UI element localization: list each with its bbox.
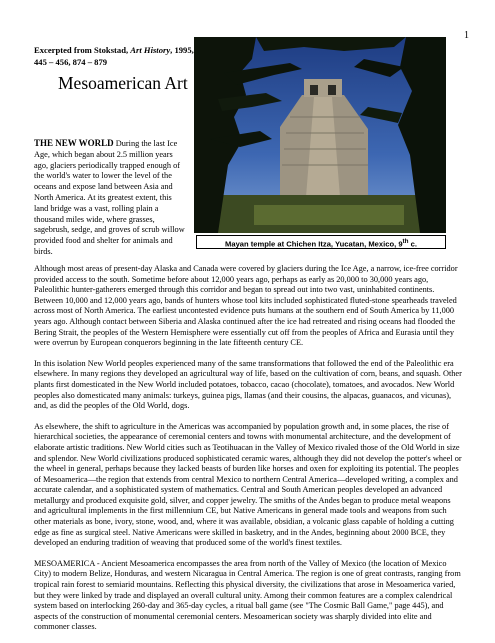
paragraph-agriculture-civilization: As elsewhere, the shift to agriculture in the Americas was accompanied by population growth and, in some places, the rise of hierarchical societies, the appearance of ceremonial centers and towns with monumental architecture, and the development of elaborate artistic traditions. New World cities such as Teotihuacan in the Valley of Mexico rivaled those of the Old World in size and splendor. New World civilizations produced sophisticated ceramic wares, although they did not develop the potter's wheel or the wheel in general, perhaps because they lacked beasts of burden like horses and oxen for exploiting its potential. The peoples of Mesoamerica—the region that extends from central Mexico to northern Central America—developed writing, a complex and accurate calendar, and a sophisticated system of mathematics. Central and South American peoples developed an advanced metallurgy and produced exquisite gold, silver, and copper jewelry. The smiths of the Andes began to produce metal weapons and agricultural implements in the first millennium CE, but Native Americans in general made tools and weapons from such other materials as bone, ivory, stone, wood, and, where it was available, obsidian, a volcanic glass capable of holding a cutting edge as fine as surgical steel. Native Americans were skilled in basketry, and in the Andes, beginning about 2000 BCE, they developed an enduring tradition of weaving that produced some of the world's finest textiles. [34, 421, 462, 548]
page-title: Mesoamerican Art [58, 73, 188, 93]
section-heading-new-world: THE NEW WORLD [34, 138, 114, 148]
photo-caption [196, 235, 446, 249]
caption-superscript: th [402, 238, 409, 245]
excerpt-citation [34, 44, 194, 68]
excerpt-prefix: Excerpted from Stokstad, [34, 45, 131, 55]
intro-text: During the last Ice Age, which began about 2.5 million years ago, glaciers periodically trapped enough of the world's water to lower the level of the oceans and expose land between Asia and North America. At its greatest extent, this land bridge was a vast, rolling plain a thousand miles wide, where grasses, sagebrush, sedge, and groves of scrub willow provided food and shelter for animals and birds. [34, 139, 185, 256]
body-text [34, 264, 464, 643]
intro-paragraph [34, 138, 188, 258]
excerpt-pages: , 1995, 445 – 456, 874 – 879 [34, 45, 194, 67]
caption-suffix: c. [408, 239, 417, 249]
paragraph-ice-age-corridor: Although most areas of present-day Alaska and Canada were covered by glaciers during the Ice Age, a narrow, ice-free corridor provided access to the south. Sometime before about 12,000 years ago, perhaps as early as 20,000 to 30,000 years ago, Paleolithic hunter-gatherers emerged through this corridor and began to spread out into two vast, uninhabited continents. Between 10,000 and 12,000 years ago, bands of hunters whose tool kits included sophisticated fluted-stone spearheads traveled across most of North America. The earliest uncontested evidence puts humans at the southern end of South America by 11,000 years ago. Although contact between Siberia and Alaska continued after the ice had retreated and rising oceans had flooded the Bering Strait, the peoples of the Western Hemisphere were essentially cut off from the peoples of Africa and Eurasia until they were overrun by European conquerors beginning in the late fifteenth century CE. [34, 264, 458, 348]
page-number: 1 [464, 30, 469, 41]
caption-text: Mayan temple at Chichen Itza, Yucatan, Mexico, 9 [225, 239, 403, 249]
temple-photo [194, 37, 446, 233]
paragraph-new-world-isolation: In this isolation New World peoples experienced many of the same transformations that followed the end of the Paleolithic era elsewhere. In many regions they developed an agricultural way of life, based on the cultivation of corn, beans, and squash. Other plants first domesticated in the New World included potatoes, tobacco, cacao (chocolate), tomatoes, and avocados. New World peoples also domesticated many animals: turkeys, guinea pigs, llamas (and their cousins, the alpacas, guanacos, and vicunas), and, as did the peoples of the Old World, dogs. [34, 358, 462, 411]
excerpt-book-title: Art History [130, 45, 171, 55]
paragraph-mesoamerica: MESOAMERICA - Ancient Mesoamerica encompasses the area from north of the Valley of Mexico (the location of Mexico City) to modern Belize, Honduras, and western Nicaragua in Central America. The region is one of great contrasts, ranging from tropical rain forest to semiarid mountains. Reflecting this physical diversity, the civilizations that arose in Mesoamerica varied, but they were linked by trade and displayed an overall cultural unity. Among their common features are a complex calendrical system based on interlocking 260-day and 365-day cycles, a ritual ball game (see "The Cosmic Ball Game," page 445), and aspects of the construction of monumental ceremonial centers. Mesoamerican society was sharply divided into elite and commoner classes. [34, 558, 461, 632]
